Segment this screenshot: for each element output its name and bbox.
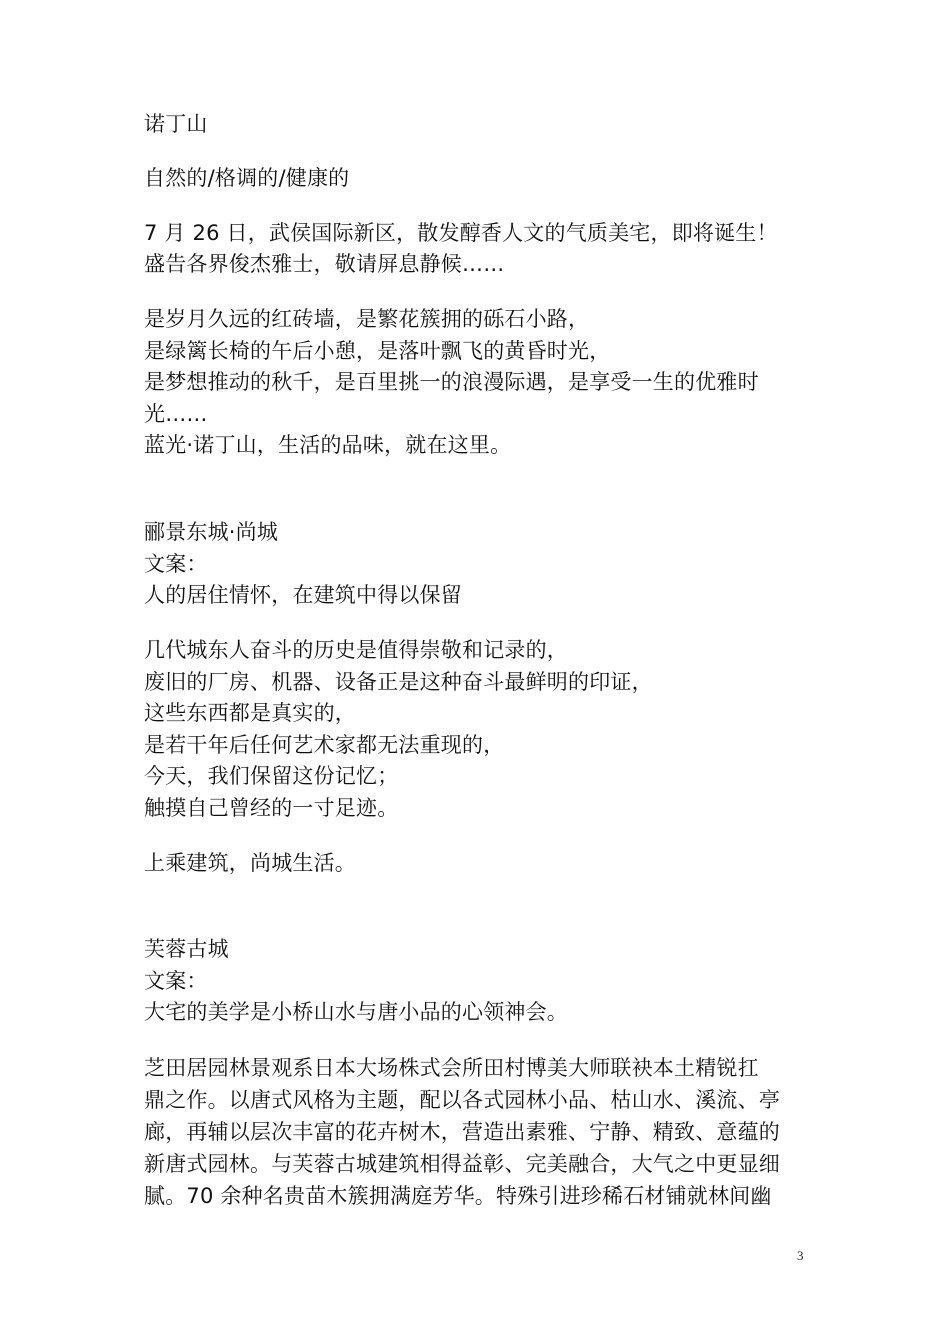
body-line: 废旧的厂房、机器、设备正是这种奋斗最鲜明的印证， xyxy=(144,670,653,694)
body-line: 新唐式园林。与芙蓉古城建筑相得益彰、完美融合，大气之中更显细 xyxy=(144,1152,780,1176)
body-line: 是梦想推动的秋千，是百里挑一的浪漫际遇，是享受一生的优雅时 xyxy=(144,370,759,394)
section-title-furong: 芙蓉古城 xyxy=(144,937,229,961)
body-line: 触摸自己曾经的一寸足迹。 xyxy=(144,796,399,820)
closing-line: 上乘建筑，尚城生活。 xyxy=(144,851,356,875)
body-line: 鼎之作。以唐式风格为主题，配以各式园林小品、枯山水、溪流、亭 xyxy=(144,1088,780,1112)
body-line: 腻。70 余种名贵苗木簇拥满庭芳华。特殊引进珍稀石材铺就林间幽 xyxy=(144,1184,772,1208)
body-line: 是绿篱长椅的午后小憩，是落叶飘飞的黄昏时光， xyxy=(144,339,611,363)
body-line: 是若干年后任何艺术家都无法重现的， xyxy=(144,733,505,757)
body-line: 廊，再辅以层次丰富的花卉树木，营造出素雅、宁静、精致、意蕴的 xyxy=(144,1120,780,1144)
body-line: 是岁月久远的红砖墙，是繁花簇拥的砾石小路， xyxy=(144,307,590,331)
headline: 人的居住情怀，在建筑中得以保留 xyxy=(144,583,462,607)
intro-line: 盛告各界俊杰雅士，敬请屏息静候…… xyxy=(144,252,505,276)
body-line: 光…… xyxy=(144,402,208,426)
section-title-shangcheng: 郦景东城·尚城 xyxy=(144,520,279,544)
body-line: 蓝光·诺丁山，生活的品味，就在这里。 xyxy=(144,433,512,457)
page-number: 3 xyxy=(797,1248,804,1263)
body-line: 几代城东人奋斗的历史是值得崇敬和记录的， xyxy=(144,638,568,662)
copy-label: 文案： xyxy=(144,552,208,576)
section-subtitle: 自然的/格调的/健康的 xyxy=(144,166,350,190)
headline: 大宅的美学是小桥山水与唐小品的心领神会。 xyxy=(144,1000,568,1024)
body-line: 今天，我们保留这份记忆； xyxy=(144,764,399,788)
body-line: 芝田居园林景观系日本大场株式会所田村博美大师联袂本土精锐扛 xyxy=(144,1056,759,1080)
copy-label: 文案： xyxy=(144,969,208,993)
intro-line: 7 月 26 日，武侯国际新区，散发醇香人文的气质美宅，即将诞生！ xyxy=(144,221,778,245)
body-line: 这些东西都是真实的， xyxy=(144,701,356,725)
section-title-notting-hill: 诺丁山 xyxy=(144,112,208,136)
